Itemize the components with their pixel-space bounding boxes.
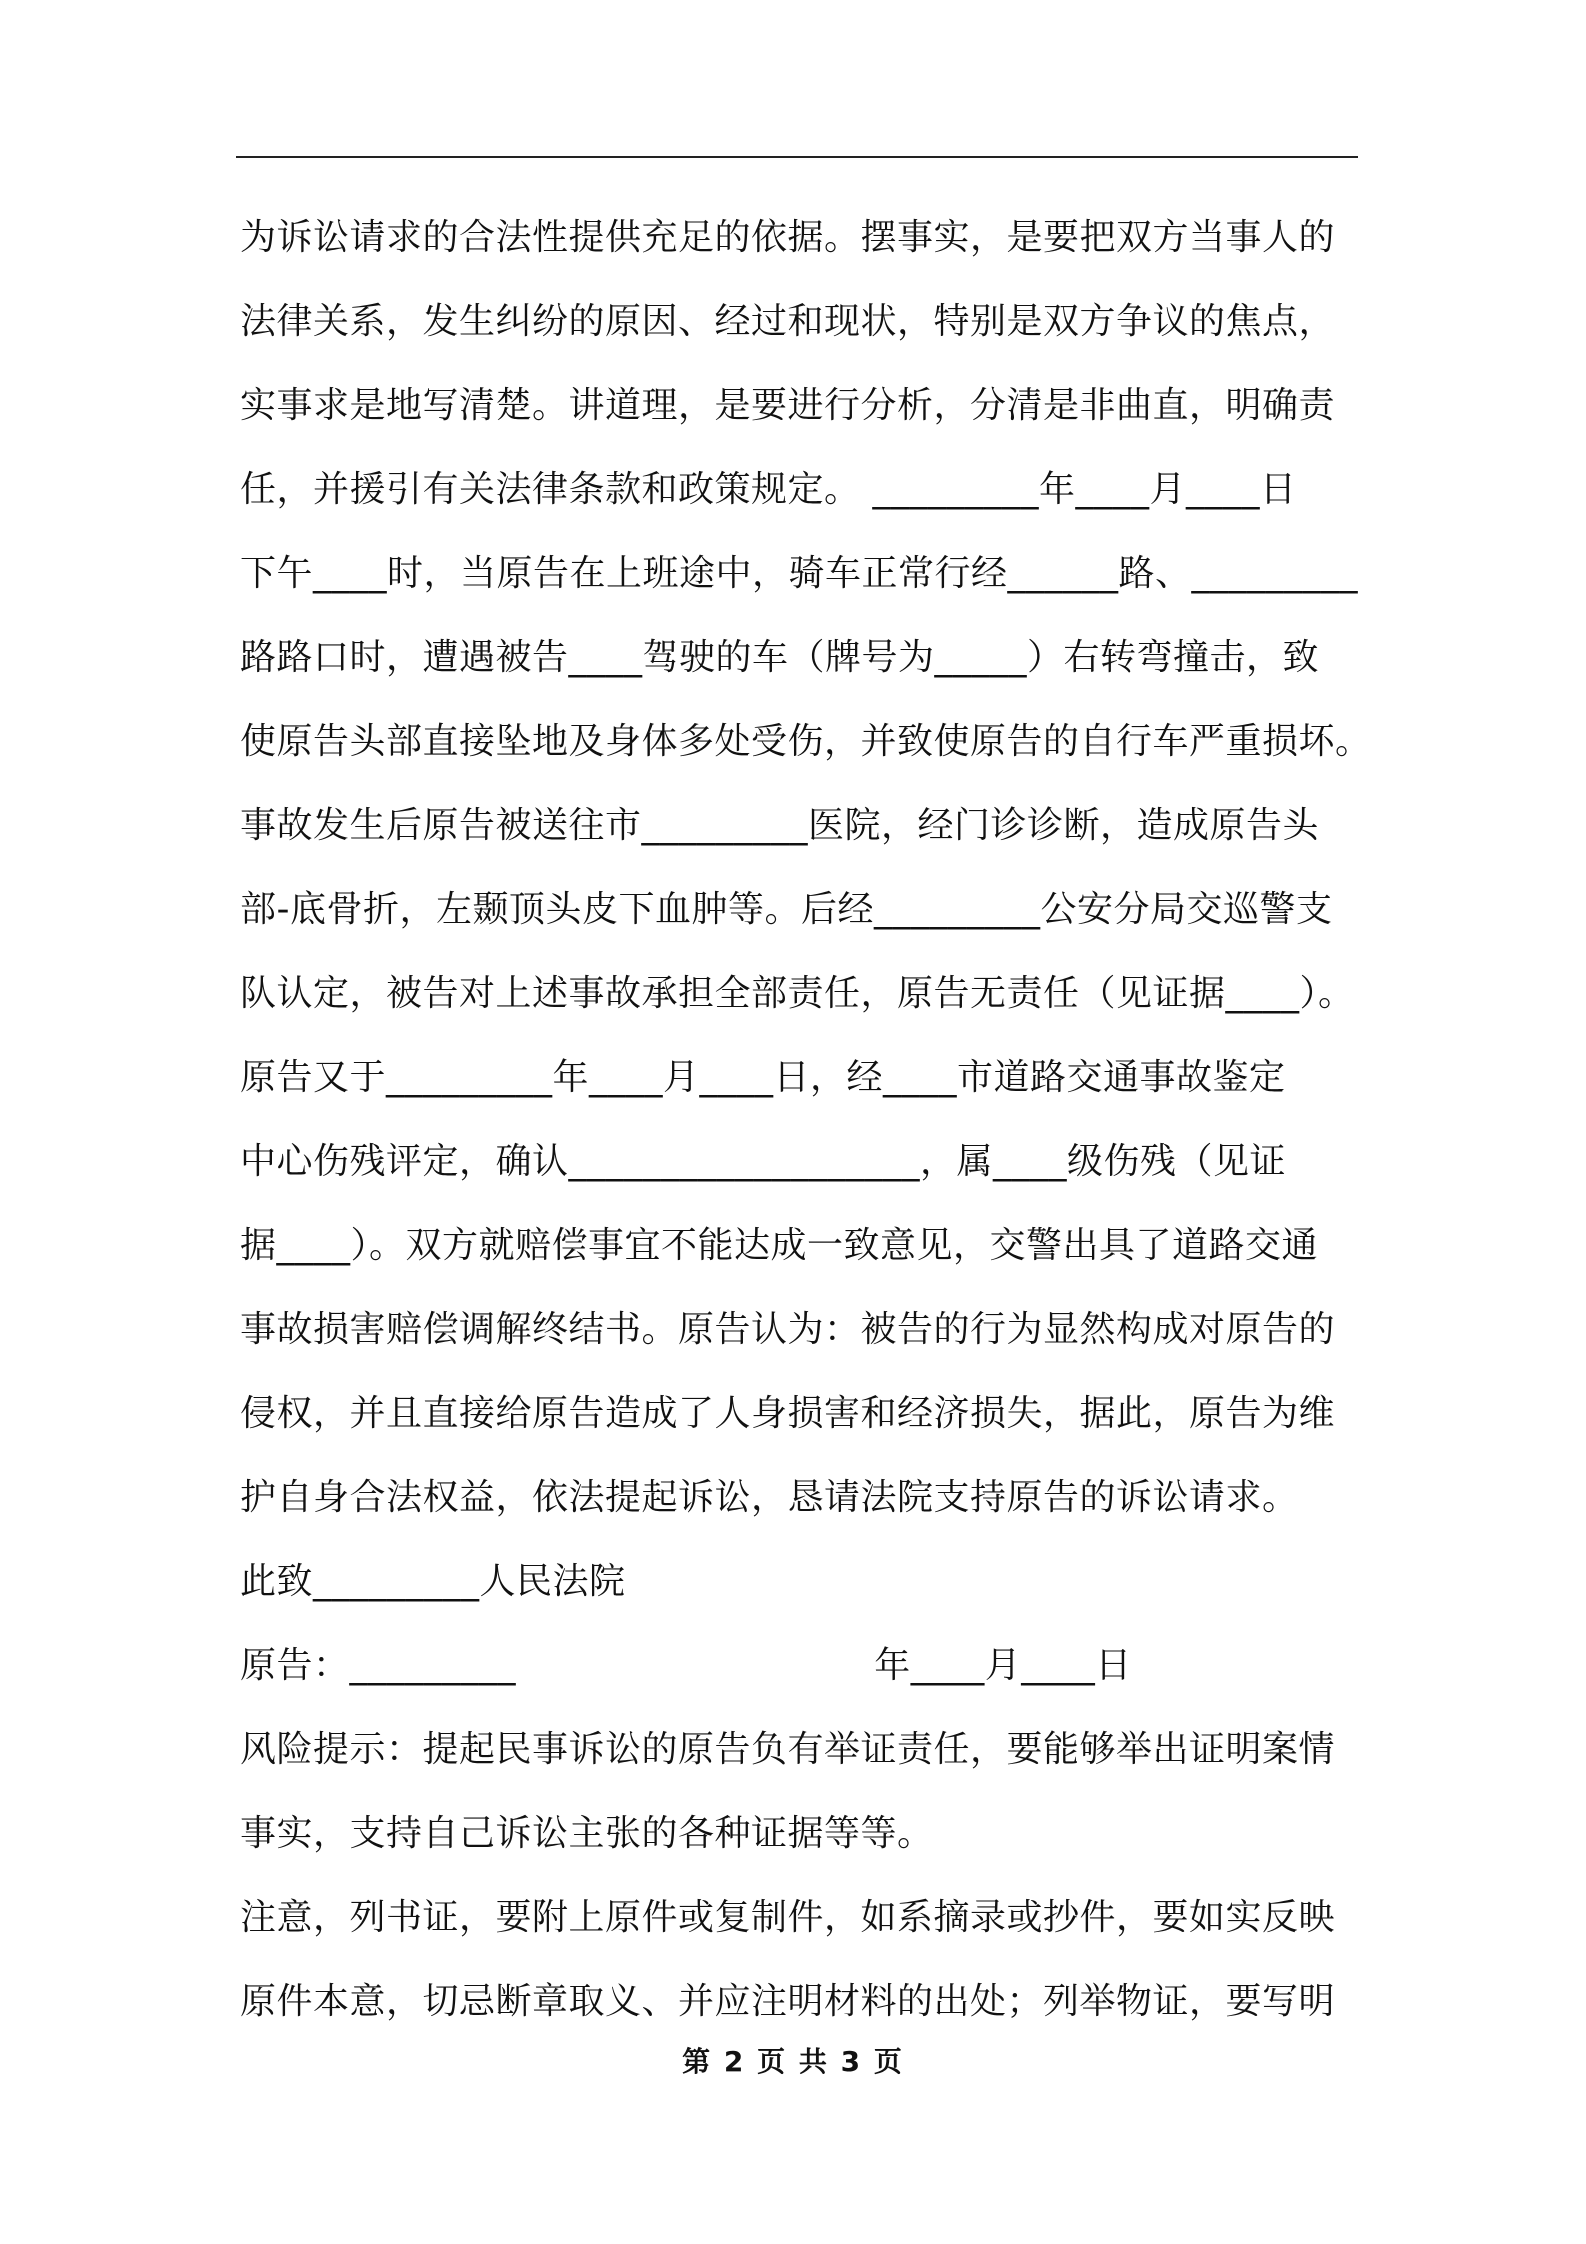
- risk-notice-line: 风险提示：提起民事诉讼的原告负有举证责任，要能够举出证明案情: [240, 1729, 1336, 1770]
- text-line: 护自身合法权益，依法提起诉讼，恳请法院支持原告的诉讼请求。: [240, 1477, 1299, 1518]
- text-line: 为诉讼请求的合法性提供充足的依据。摆事实，是要把双方当事人的: [240, 217, 1336, 258]
- document-body: [240, 196, 1370, 2044]
- salutation-line: 此致_________人民法院: [240, 1561, 626, 1602]
- text-line: 事实，支持自己诉讼主张的各种证据等等。: [240, 1813, 934, 1854]
- text-line: 下午____时，当原告在上班途中，骑车正常行经______路、_________: [240, 553, 1359, 594]
- text-line: 据____）。双方就赔偿事宜不能达成一致意见，交警出具了道路交通: [240, 1225, 1319, 1266]
- text-line: 原告又于_________年____月____日，经____市道路交通事故鉴定: [240, 1057, 1286, 1098]
- signature-date-line: 原告：_________ 年____月____日: [240, 1645, 1132, 1686]
- note-line: 注意，列书证，要附上原件或复制件，如系摘录或抄件，要如实反映: [240, 1897, 1336, 1938]
- text-line: 部-底骨折，左颞顶头皮下血肿等。后经_________公安分局交巡警支: [240, 889, 1333, 930]
- text-line: 路路口时，遭遇被告____驾驶的车（牌号为_____）右转弯撞击，致: [240, 637, 1320, 678]
- text-line: 原件本意，切忌断章取义、并应注明材料的出处；列举物证，要写明: [240, 1981, 1336, 2022]
- text-line: 侵权，并且直接给原告造成了人身损害和经济损失，据此，原告为维: [240, 1393, 1336, 1434]
- text-line: 任，并援引有关法律条款和政策规定。 _________年____月____日: [240, 469, 1297, 510]
- header-rule: [236, 156, 1358, 158]
- text-line: 事故发生后原告被送往市_________医院，经门诊诊断，造成原告头: [240, 805, 1320, 846]
- text-line: 法律关系，发生纠纷的原因、经过和现状，特别是双方争议的焦点，: [240, 301, 1336, 342]
- text-line: 实事求是地写清楚。讲道理，是要进行分析，分清是非曲直，明确责: [240, 385, 1336, 426]
- text-line: 事故损害赔偿调解终结书。原告认为：被告的行为显然构成对原告的: [240, 1309, 1336, 1350]
- text-line: 中心伤残评定，确认___________________，属____级伤残（见证: [240, 1141, 1287, 1182]
- text-line: 使原告头部直接坠地及身体多处受伤，并致使原告的自行车严重损坏。: [240, 721, 1372, 762]
- page-number-footer: 第 2 页 共 3 页: [682, 2045, 904, 2078]
- text-line: 队认定，被告对上述事故承担全部责任，原告无责任（见证据____）。: [240, 973, 1355, 1014]
